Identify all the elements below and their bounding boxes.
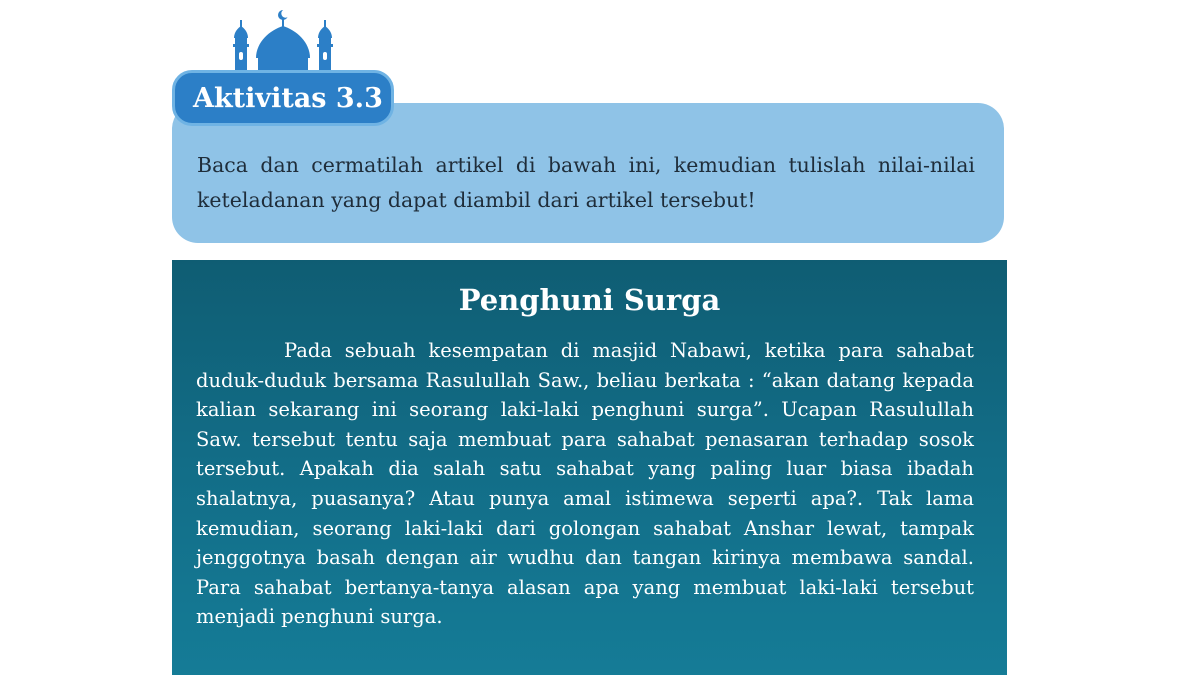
activity-badge-label: Aktivitas 3.3 (193, 83, 383, 114)
article-body: Pada sebuah kesempatan di masjid Nabawi, ketika para sahabat duduk-duduk bersama Rasulullah Saw., beliau berkata : “akan datang kepada kalian sekarang ini seorang laki-laki penghuni surga”. Ucapan Rasulullah Saw. tersebut tentu saja membuat para sahabat penasaran terhadap sosok tersebut. Apakah dia salah satu sahabat yang paling luar biasa ibadah shalatnya, puasanya? Atau punya amal istimewa seperti apa?. Tak lama kemudian, seorang laki-laki dari golongan sahabat Anshar lewat, tampak jenggotnya basah dengan air wudhu dan tangan kirinya membawa sandal. Para sahabat bertanya-tanya alasan apa yang membuat laki-laki tersebut menjadi penghuni surga. (196, 339, 974, 629)
activity-badge (172, 70, 394, 126)
activity-instruction-text: Baca dan cermatilah artikel di bawah ini, kemudian tulislah nilai-nilai keteladanan yang dapat diambil dari artikel tersebut! (197, 153, 975, 212)
article-title: Penghuni Surga (458, 283, 721, 317)
article-box (172, 260, 1007, 675)
mosque-icon (228, 6, 338, 78)
